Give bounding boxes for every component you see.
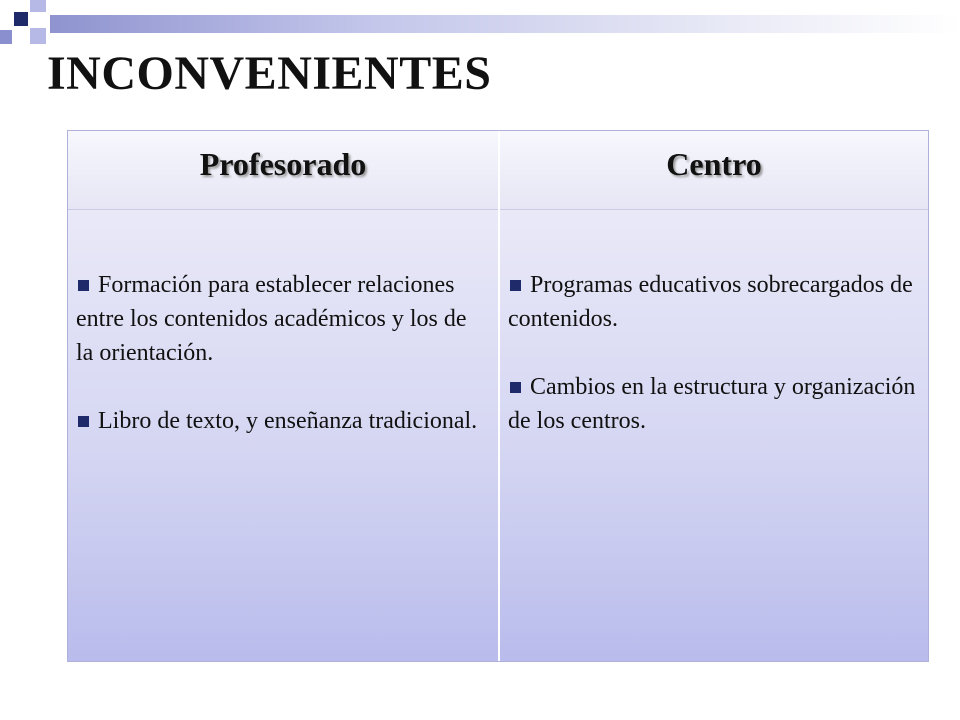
bullet-list: [508, 268, 918, 472]
table-column-profesorado: [68, 131, 500, 661]
list-item: [508, 268, 918, 336]
comparison-table: [67, 130, 929, 662]
table-body-cell: [500, 210, 928, 661]
decor-square-lavender: [30, 28, 46, 44]
square-bullet-icon: [78, 280, 89, 291]
list-item: [508, 370, 918, 438]
list-item: [76, 268, 488, 370]
list-item-text: Cambios en la estructura y organización de los centros.: [508, 374, 916, 434]
list-item-text: Programas educativos sobrecargados de contenidos.: [508, 272, 913, 332]
column-header: Profesorado: [199, 145, 367, 182]
decor-top-bar: [50, 15, 960, 33]
list-item: [76, 404, 488, 438]
table-body-cell: [68, 210, 498, 661]
list-item-text: Libro de texto, y enseñanza tradicional.: [98, 408, 478, 434]
bullet-list: [76, 268, 488, 472]
decor-square-lavender: [30, 0, 46, 12]
slide-title: INCONVENIENTES: [47, 47, 492, 100]
decor-square-navy: [14, 12, 28, 26]
square-bullet-icon: [78, 416, 89, 427]
decor-square-mid: [0, 30, 12, 44]
table-header-cell: [68, 131, 498, 210]
column-header: Centro: [666, 145, 762, 182]
table-column-centro: [500, 131, 928, 661]
table-header-cell: [500, 131, 928, 210]
square-bullet-icon: [510, 280, 521, 291]
list-item-text: Formación para establecer relaciones entre los contenidos académicos y los de la orientación.: [76, 272, 467, 366]
square-bullet-icon: [510, 382, 521, 393]
